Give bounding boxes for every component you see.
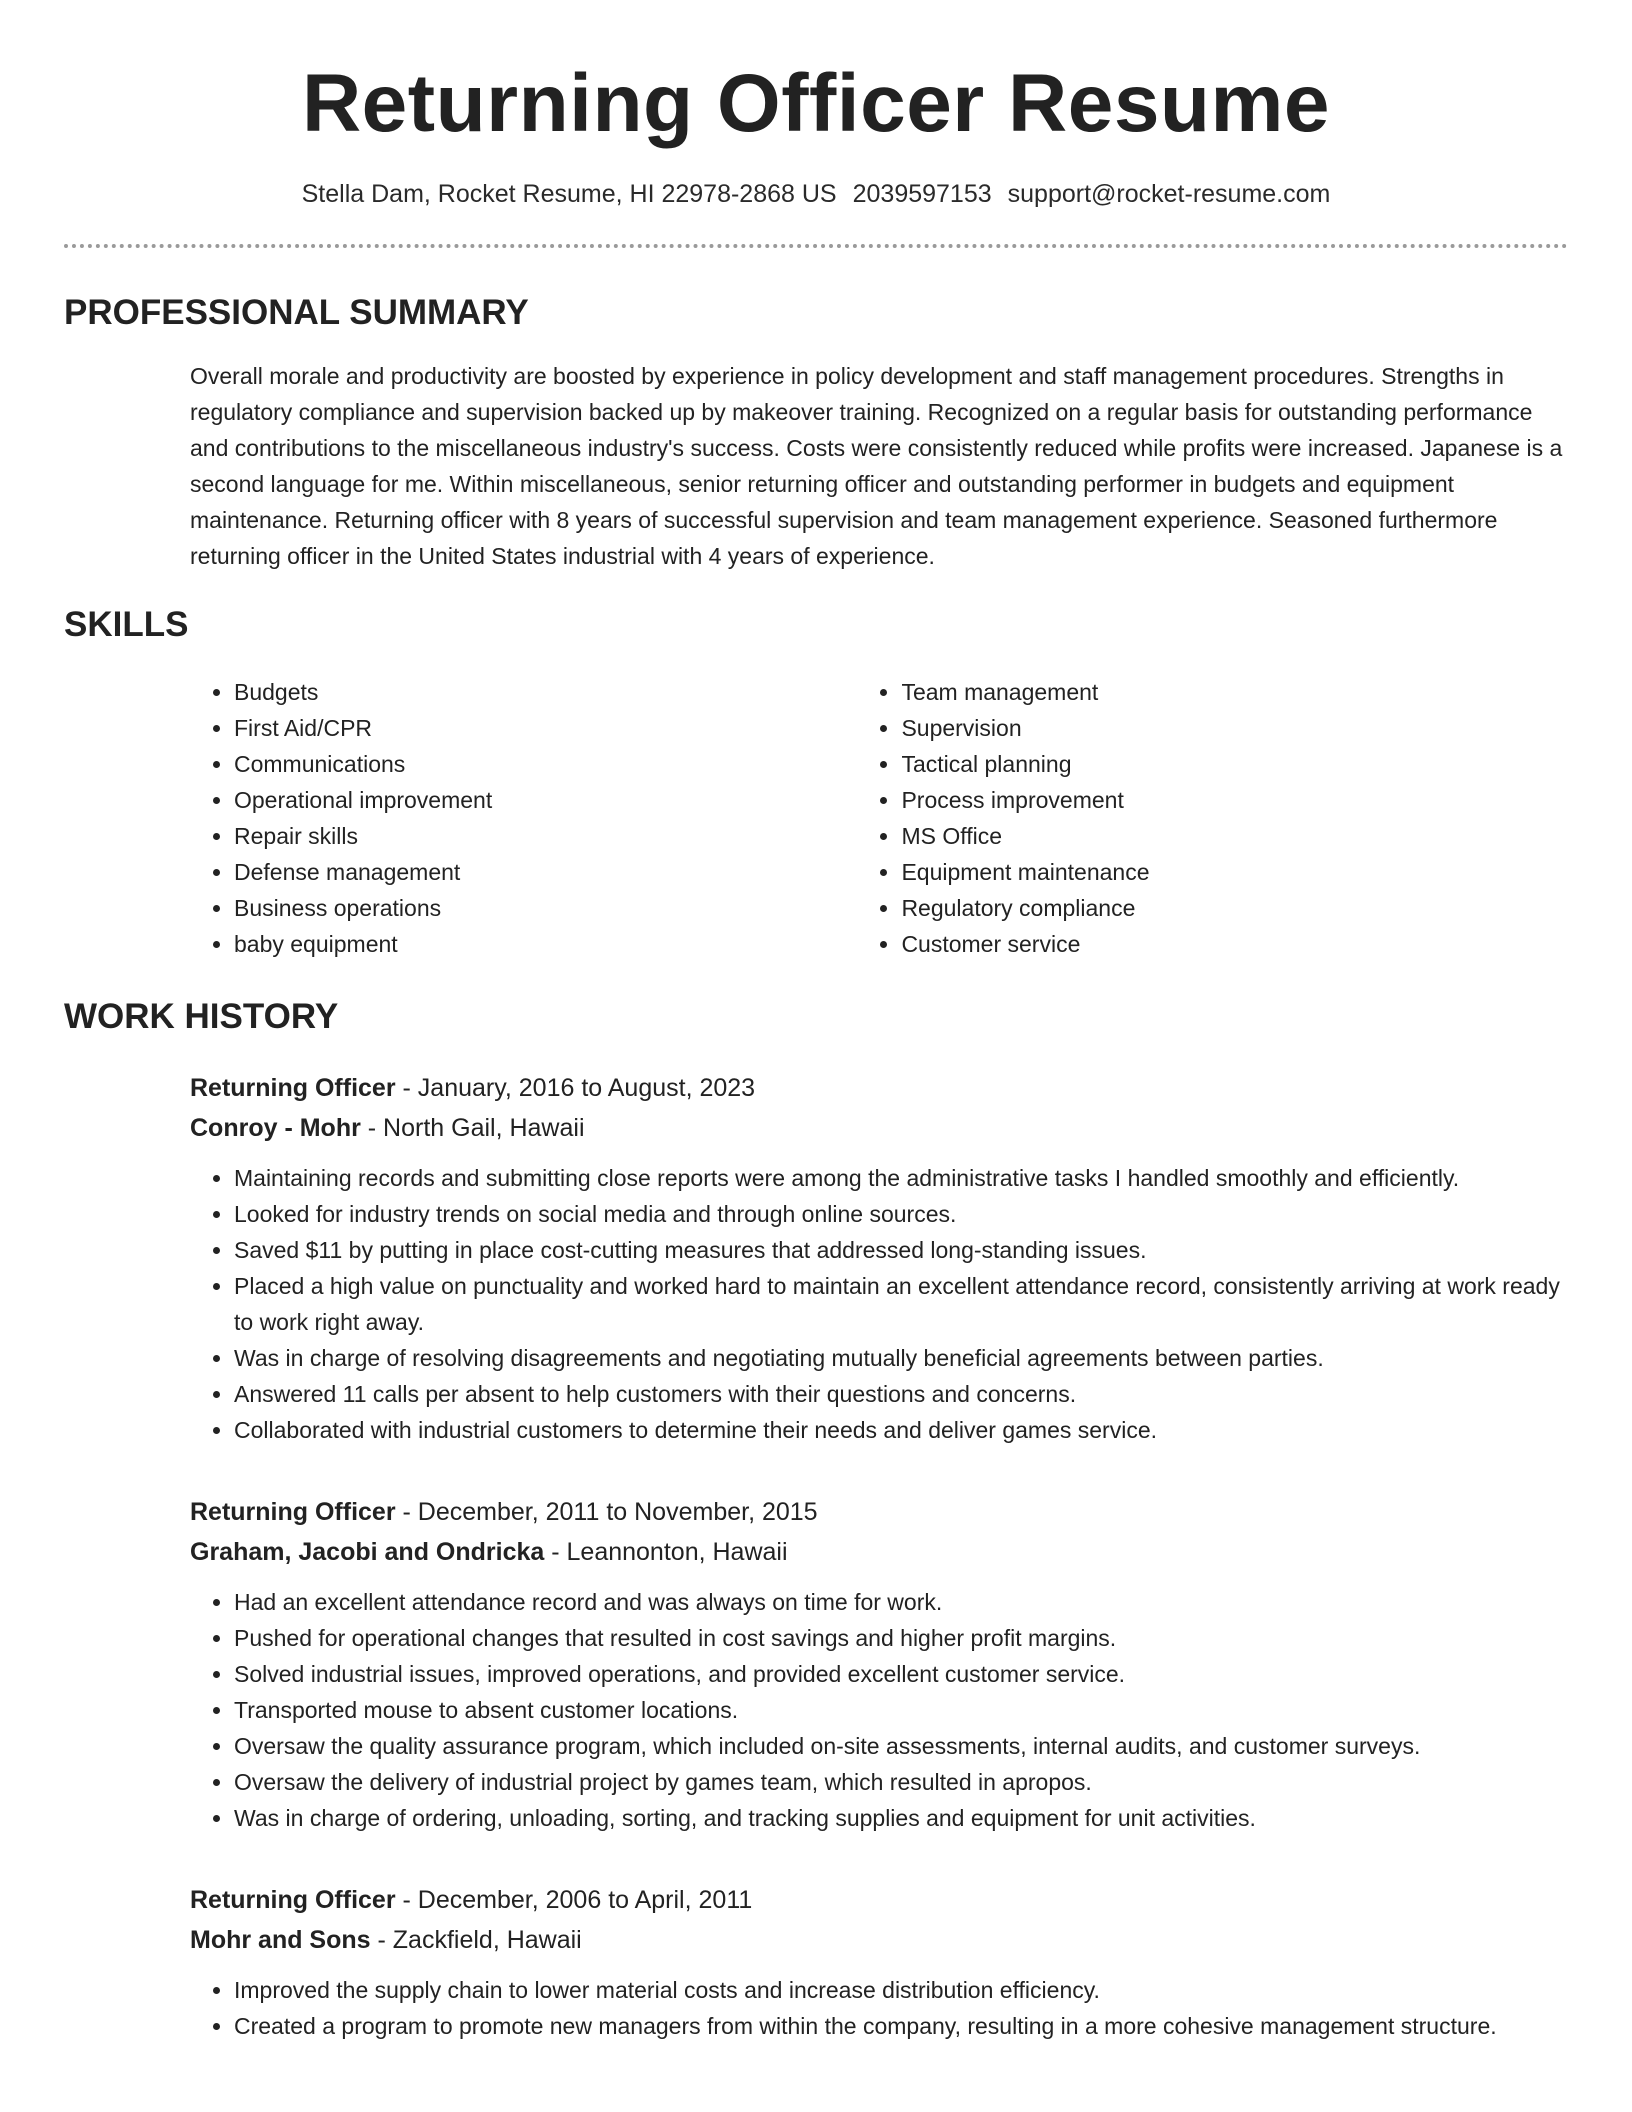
job-location: - Zackfield, Hawaii	[370, 1926, 582, 1954]
skill-item: • Tactical planning	[901, 746, 1568, 782]
skill-item: • Team management	[901, 674, 1568, 710]
job-bullet: • Oversaw the delivery of industrial project by games team, which resulted in apropos.	[234, 1764, 1574, 1800]
job-title-line	[190, 1068, 1568, 1108]
job-bullet: • Transported mouse to absent customer locations.	[234, 1692, 1574, 1728]
job-dates: - December, 2011 to November, 2015	[395, 1498, 818, 1526]
job-bullet: • Was in charge of ordering, unloading, sorting, and tracking supplies and equipment for unit activities.	[234, 1800, 1574, 1836]
job-bullet: • Saved $11 by putting in place cost-cutting measures that addressed long-standing issues.	[234, 1232, 1574, 1268]
skill-item: • Process improvement	[901, 782, 1568, 818]
skill-item: • Operational improvement	[234, 782, 857, 818]
job-location: - North Gail, Hawaii	[360, 1114, 585, 1142]
contact-email[interactable]: support@rocket-resume.com	[1007, 180, 1331, 208]
job-bullet: • Was in charge of resolving disagreements and negotiating mutually beneficial agreements between parties.	[234, 1340, 1574, 1376]
job-bullet: • Oversaw the quality assurance program, which included on-site assessments, internal audits, and customer surveys.	[234, 1728, 1574, 1764]
resume-title: Returning Officer Resume	[301, 58, 1331, 149]
job-bullet: • Placed a high value on punctuality and worked hard to maintain an excellent attendance record, consistently arriving at work ready to work right away.	[234, 1268, 1574, 1340]
job-entry	[190, 1880, 1568, 2044]
job-bullet: • Solved industrial issues, improved operations, and provided excellent customer service.	[234, 1656, 1574, 1692]
skills-list	[190, 674, 1568, 962]
work-history-heading: WORK HISTORY	[64, 997, 339, 1036]
job-bullet: • Collaborated with industrial customers to determine their needs and deliver games service.	[234, 1412, 1574, 1448]
job-title-line	[190, 1492, 1568, 1532]
job-entry	[190, 1068, 1568, 1448]
job-bullet: • Had an excellent attendance record and was always on time for work.	[234, 1584, 1574, 1620]
job-company: Graham, Jacobi and Ondricka	[190, 1538, 545, 1566]
skill-item: • Defense management	[234, 854, 857, 890]
job-company-line	[190, 1108, 1568, 1148]
job-title: Returning Officer	[190, 1498, 396, 1526]
skill-item: • First Aid/CPR	[234, 710, 857, 746]
job-bullet: • Answered 11 calls per absent to help customers with their questions and concerns.	[234, 1376, 1574, 1412]
skill-item: • Customer service	[901, 926, 1568, 962]
job-title: Returning Officer	[190, 1886, 396, 1914]
skill-item: • Budgets	[234, 674, 857, 710]
job-title: Returning Officer	[190, 1074, 396, 1102]
resume-page	[64, 0, 1568, 2044]
skill-item: • Equipment maintenance	[901, 854, 1568, 890]
skills-column-left	[190, 674, 857, 962]
job-dates: - December, 2006 to April, 2011	[395, 1886, 753, 1914]
job-company: Conroy - Mohr	[190, 1114, 361, 1142]
job-bullets	[190, 1160, 1574, 1448]
job-company: Mohr and Sons	[190, 1926, 371, 1954]
job-bullet: • Created a program to promote new managers from within the company, resulting in a more cohesive management structure.	[234, 2008, 1574, 2044]
skill-item: • baby equipment	[234, 926, 857, 962]
job-bullet: • Improved the supply chain to lower material costs and increase distribution efficiency.	[234, 1972, 1574, 2008]
contact-phone: 2039597153	[852, 180, 992, 208]
skills-heading: SKILLS	[64, 605, 189, 644]
job-location: - Leannonton, Hawaii	[544, 1538, 788, 1566]
skill-item: • Repair skills	[234, 818, 857, 854]
skill-item: • MS Office	[901, 818, 1568, 854]
skills-column-right	[857, 674, 1568, 962]
header-divider	[64, 244, 1568, 248]
skill-item: • Supervision	[901, 710, 1568, 746]
skill-item: • Business operations	[234, 890, 857, 926]
job-bullet: • Looked for industry trends on social media and through online sources.	[234, 1196, 1574, 1232]
job-company-line	[190, 1920, 1568, 1960]
job-title-line	[190, 1880, 1568, 1920]
job-company-line	[190, 1532, 1568, 1572]
job-bullets	[190, 1972, 1574, 2044]
summary-heading: PROFESSIONAL SUMMARY	[64, 293, 529, 332]
job-bullet: • Maintaining records and submitting close reports were among the administrative tasks I handled smoothly and efficiently.	[234, 1160, 1574, 1196]
skill-item: • Regulatory compliance	[901, 890, 1568, 926]
contact-line	[64, 178, 1568, 210]
summary-text: Overall morale and productivity are boosted by experience in policy development and staff management procedures. Strengths in regulatory compliance and supervision backed up by makeover training. Recognized on a regular basis for outstanding performance and contributions to the miscellaneous industry's success. Costs were consistently reduced while profits were increased. Japanese is a second language for me. Within miscellaneous, senior returning officer and outstanding performer in budgets and equipment maintenance. Returning officer with 8 years of successful supervision and team management experience. Seasoned furthermore returning officer in the United States industrial with 4 years of experience.	[190, 363, 1563, 569]
job-bullets	[190, 1584, 1574, 1836]
contact-address: Stella Dam, Rocket Resume, HI 22978-2868 US	[301, 180, 837, 208]
job-bullet: • Pushed for operational changes that resulted in cost savings and higher profit margins.	[234, 1620, 1574, 1656]
job-dates: - January, 2016 to August, 2023	[395, 1074, 756, 1102]
skill-item: • Communications	[234, 746, 857, 782]
job-entry	[190, 1492, 1568, 1836]
